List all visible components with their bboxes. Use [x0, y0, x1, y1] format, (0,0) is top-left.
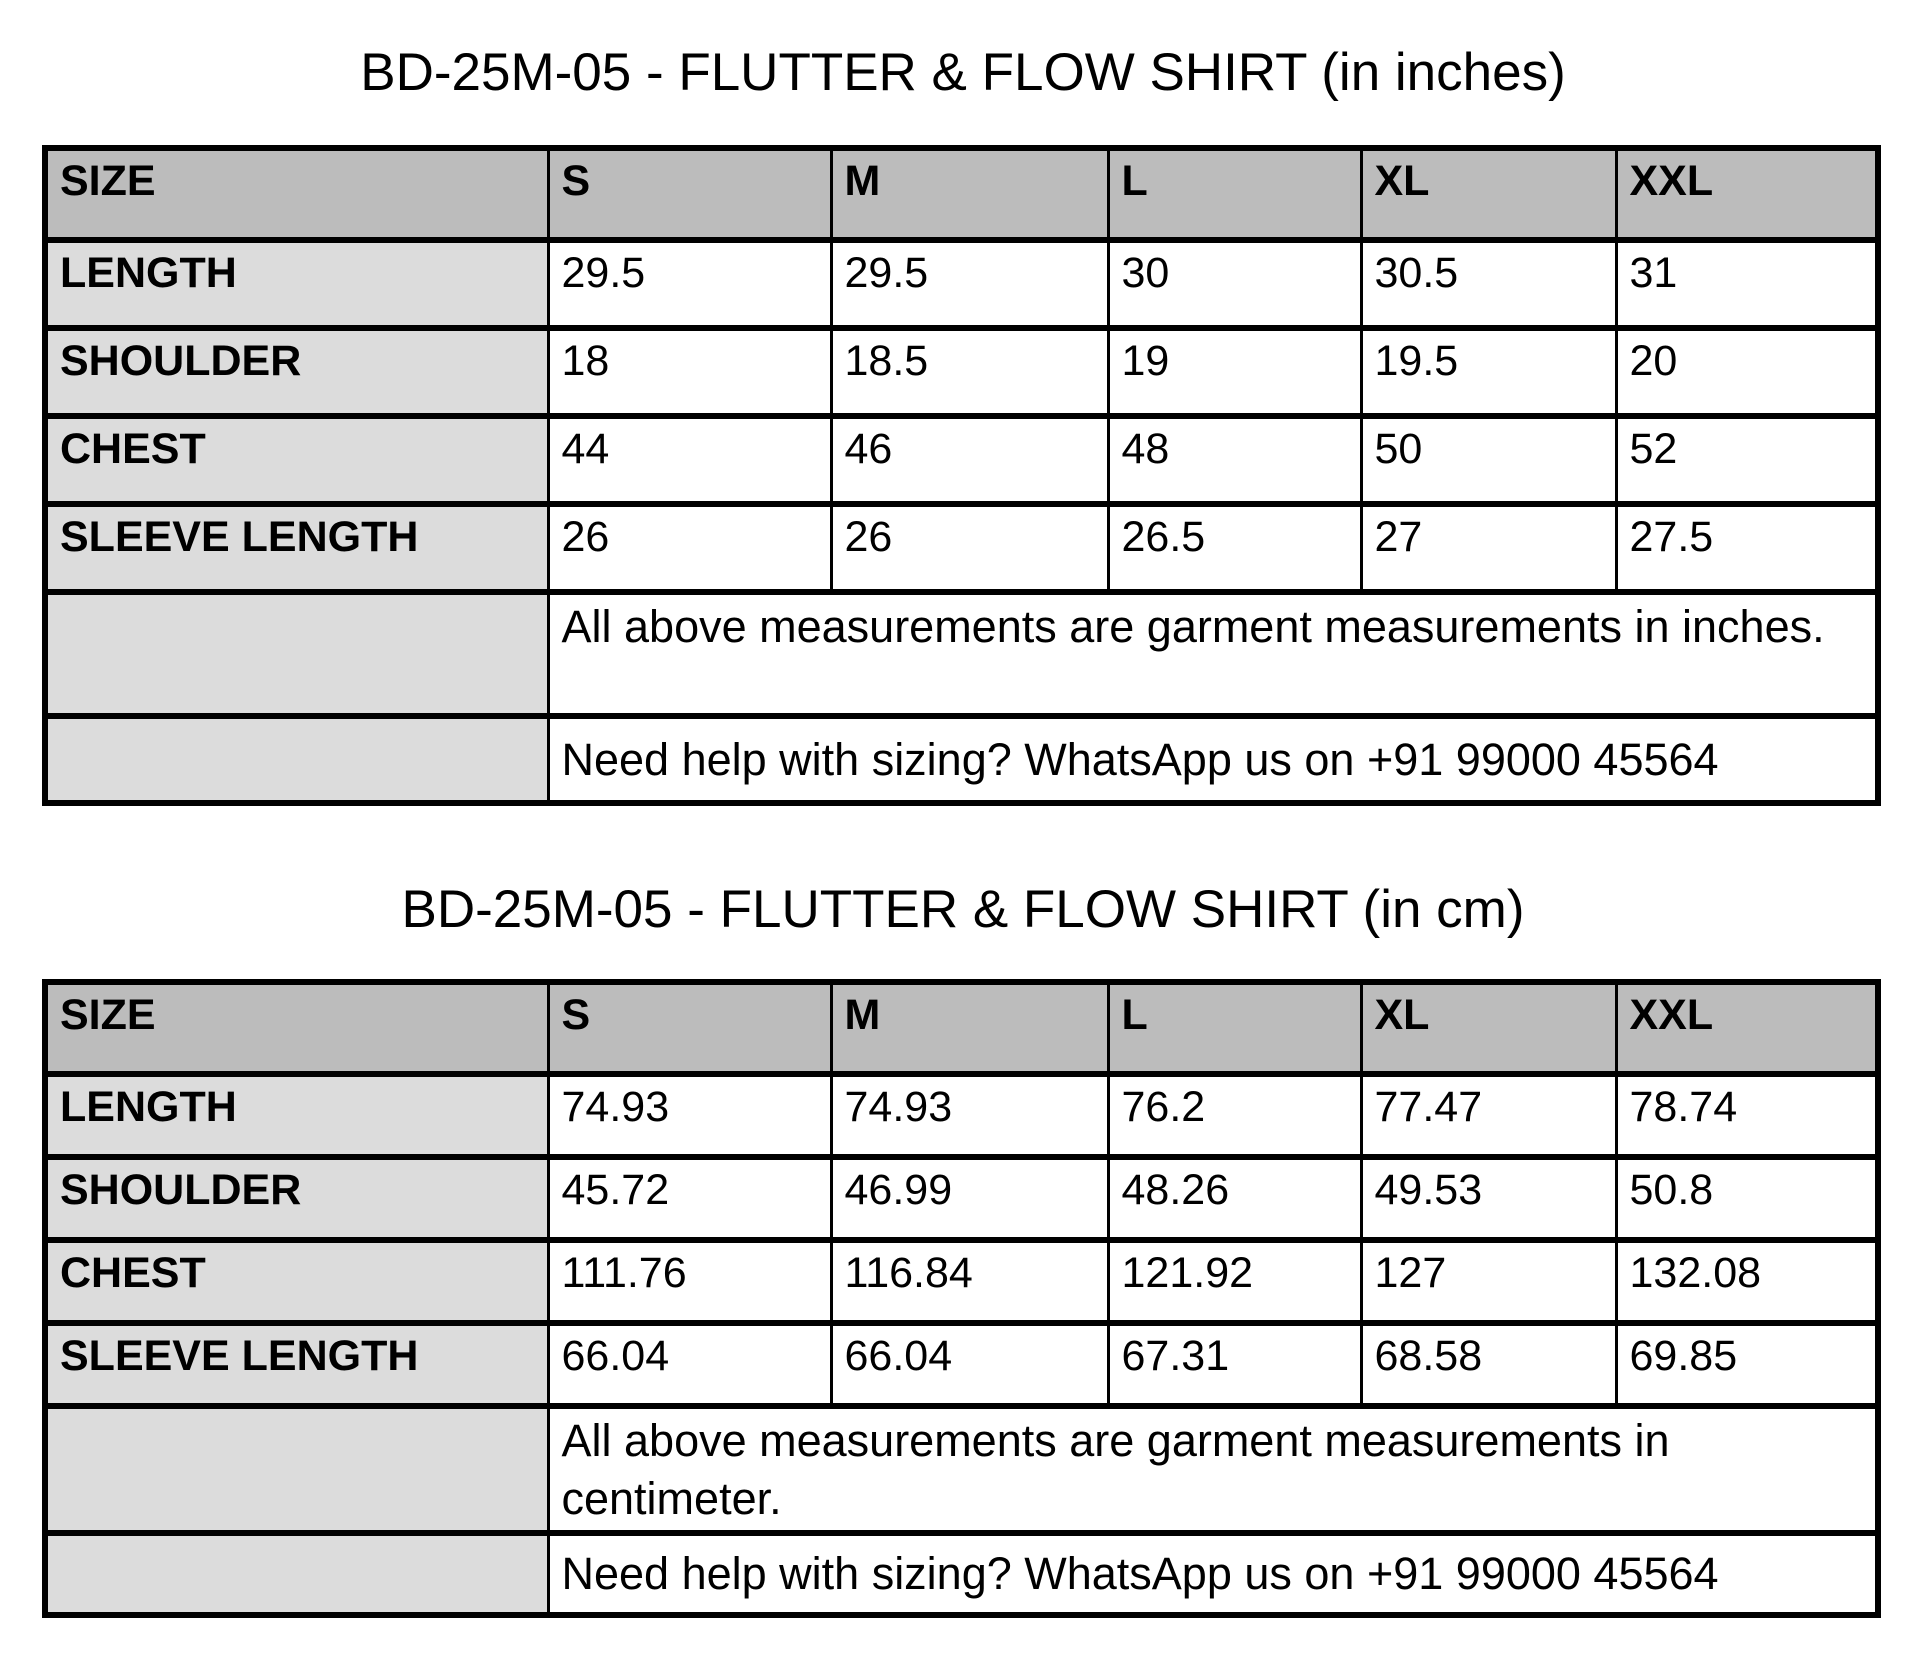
measurement-value: 19 — [1108, 328, 1361, 416]
measurement-value: 18.5 — [831, 328, 1108, 416]
size-chart-title-cm: BD-25M-05 - FLUTTER & FLOW SHIRT (in cm) — [401, 880, 1525, 939]
measurement-value: 66.04 — [831, 1323, 1108, 1406]
column-header-l: L — [1108, 148, 1361, 240]
row-label: SHOULDER — [45, 1157, 548, 1240]
measurement-value: 46 — [831, 416, 1108, 504]
row-label: CHEST — [45, 416, 548, 504]
empty-cell — [45, 592, 548, 716]
column-header-m: M — [831, 148, 1108, 240]
measurement-value: 50 — [1361, 416, 1616, 504]
column-header-s: S — [548, 982, 831, 1074]
help-cell: Need help with sizing? WhatsApp us on +91 99000 45564 — [548, 716, 1878, 803]
column-header-xl: XL — [1361, 148, 1616, 240]
measurement-value: 20 — [1616, 328, 1878, 416]
size-table-inches — [42, 145, 1881, 806]
measurement-value: 77.47 — [1361, 1074, 1616, 1157]
measurement-value: 127 — [1361, 1240, 1616, 1323]
note-cell: All above measurements are garment measurements in centimeter. — [548, 1406, 1878, 1533]
table-row-shoulder — [45, 328, 1878, 416]
measurement-value: 48.26 — [1108, 1157, 1361, 1240]
measurement-value: 18 — [548, 328, 831, 416]
measurement-value: 26 — [831, 504, 1108, 592]
table-row-sleeve-length — [45, 1323, 1878, 1406]
measurement-value: 74.93 — [831, 1074, 1108, 1157]
table-row-chest — [45, 1240, 1878, 1323]
note-cell: All above measurements are garment measurements in inches. — [548, 592, 1878, 716]
table-row-length — [45, 1074, 1878, 1157]
measurement-value: 46.99 — [831, 1157, 1108, 1240]
measurement-value: 111.76 — [548, 1240, 831, 1323]
measurement-value: 44 — [548, 416, 831, 504]
row-label: SLEEVE LENGTH — [45, 1323, 548, 1406]
table-row-chest — [45, 416, 1878, 504]
measurement-value: 52 — [1616, 416, 1878, 504]
empty-cell — [45, 1406, 548, 1533]
measurement-value: 45.72 — [548, 1157, 831, 1240]
measurement-value: 69.85 — [1616, 1323, 1878, 1406]
measurement-value: 67.31 — [1108, 1323, 1361, 1406]
measurement-value: 132.08 — [1616, 1240, 1878, 1323]
row-label: SLEEVE LENGTH — [45, 504, 548, 592]
measurement-value: 27 — [1361, 504, 1616, 592]
measurement-value: 78.74 — [1616, 1074, 1878, 1157]
measurement-value: 50.8 — [1616, 1157, 1878, 1240]
note-row — [45, 1406, 1878, 1533]
note-row — [45, 592, 1878, 716]
column-header-size: SIZE — [45, 982, 548, 1074]
header-row — [45, 148, 1878, 240]
size-chart-title-inches: BD-25M-05 - FLUTTER & FLOW SHIRT (in inches) — [360, 43, 1566, 102]
measurement-value: 76.2 — [1108, 1074, 1361, 1157]
column-header-s: S — [548, 148, 831, 240]
column-header-l: L — [1108, 982, 1361, 1074]
table-row-shoulder — [45, 1157, 1878, 1240]
measurement-value: 121.92 — [1108, 1240, 1361, 1323]
header-row — [45, 982, 1878, 1074]
measurement-value: 30.5 — [1361, 240, 1616, 328]
size-table-cm — [42, 979, 1881, 1618]
help-row — [45, 1533, 1878, 1615]
measurement-value: 74.93 — [548, 1074, 831, 1157]
measurement-value: 29.5 — [548, 240, 831, 328]
measurement-value: 48 — [1108, 416, 1361, 504]
row-label: CHEST — [45, 1240, 548, 1323]
column-header-xl: XL — [1361, 982, 1616, 1074]
empty-cell — [45, 716, 548, 803]
measurement-value: 27.5 — [1616, 504, 1878, 592]
measurement-value: 66.04 — [548, 1323, 831, 1406]
measurement-value: 49.53 — [1361, 1157, 1616, 1240]
table-row-sleeve-length — [45, 504, 1878, 592]
column-header-m: M — [831, 982, 1108, 1074]
row-label: LENGTH — [45, 1074, 548, 1157]
row-label: LENGTH — [45, 240, 548, 328]
measurement-value: 68.58 — [1361, 1323, 1616, 1406]
row-label: SHOULDER — [45, 328, 548, 416]
measurement-value: 31 — [1616, 240, 1878, 328]
measurement-value: 26 — [548, 504, 831, 592]
empty-cell — [45, 1533, 548, 1615]
measurement-value: 29.5 — [831, 240, 1108, 328]
column-header-xxl: XXL — [1616, 982, 1878, 1074]
help-row — [45, 716, 1878, 803]
measurement-value: 116.84 — [831, 1240, 1108, 1323]
measurement-value: 30 — [1108, 240, 1361, 328]
measurement-value: 26.5 — [1108, 504, 1361, 592]
help-cell: Need help with sizing? WhatsApp us on +91 99000 45564 — [548, 1533, 1878, 1615]
table-row-length — [45, 240, 1878, 328]
measurement-value: 19.5 — [1361, 328, 1616, 416]
column-header-size: SIZE — [45, 148, 548, 240]
column-header-xxl: XXL — [1616, 148, 1878, 240]
